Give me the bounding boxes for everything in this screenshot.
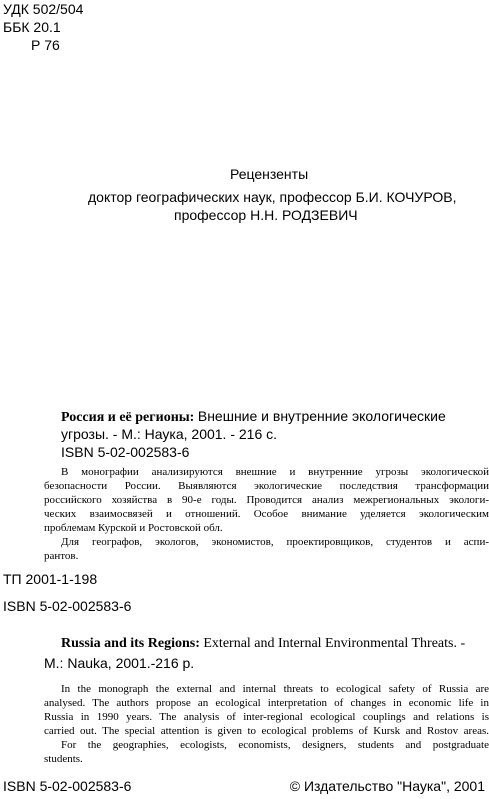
ru-abstract-line-6: Для географов, экологов, экономистов, проектировщиков, студентов и аспи-	[61, 536, 489, 548]
reviewers-title: Рецензенты	[230, 166, 309, 182]
en-title-bold: Russia and its Regions:	[61, 636, 200, 651]
en-abstract-line-4: carried out. The special attention is given to ecological problems of Kursk and Rostov areas.	[44, 725, 489, 737]
en-title-rest: External and Internal Environmental Threats. -	[203, 636, 466, 651]
en-abstract-line-2: analysed. The authors propose an ecological interpretation of changes in economic life in	[44, 697, 489, 709]
en-abstract-line-3: Russia in 1990 years. The analysis of inter-regional ecological couplings and relations is	[44, 711, 489, 723]
ru-imprint: угрозы. - М.: Наука, 2001. - 216 с.	[61, 426, 278, 442]
en-title-line	[61, 636, 465, 652]
ru-title-line	[61, 408, 481, 426]
ru-abstract-line-4: ческих взаимосвязей и отношений. Особое внимание уделяется экологическим	[44, 508, 489, 520]
ru-isbn: ISBN 5-02-002583-6	[61, 444, 190, 460]
reviewer-line-1: доктор географических наук, профессор Б.И. КОЧУРОВ,	[88, 189, 457, 205]
ru-title-bold: Россия и её регионы:	[61, 410, 195, 425]
isbn-code: ISBN 5-02-002583-6	[3, 598, 132, 614]
ru-abstract-line-1: В монографии анализируются внешние и внутренние угрозы экологической	[61, 466, 489, 478]
ru-abstract-line-5: проблемам Курской и Ростовской обл.	[44, 522, 223, 534]
ru-title-rest: Внешние и внутренние экологические	[197, 408, 446, 424]
ru-abstract-line-3: российского хозяйства в 90-е годы. Проводится анализ межрегиональных экологи-	[44, 494, 489, 506]
footer-isbn: ISBN 5-02-002583-6	[3, 778, 132, 794]
tp-code: ТП 2001-1-198	[3, 571, 98, 587]
ru-abstract-line-7: рантов.	[44, 550, 79, 562]
reviewer-line-2: профессор Н.Н. РОДЗЕВИЧ	[174, 207, 358, 223]
en-imprint: M.: Nauka, 2001.-216 p.	[44, 655, 195, 671]
udk-code: УДК 502/504	[3, 1, 84, 17]
bbk-code: ББК 20.1	[3, 19, 61, 35]
author-mark: Р 76	[31, 37, 60, 53]
en-abstract-line-5: For the geographies, ecologists, economists, designers, students and postgraduate	[61, 739, 489, 751]
ru-abstract-line-2: безопасности России. Выявляются экологические последствия трансформации	[44, 480, 489, 492]
en-abstract-line-6: students.	[44, 753, 83, 765]
copyright: © Издательство "Наука", 2001	[289, 778, 485, 794]
en-abstract-line-1: In the monograph the external and internal threats to ecological safety of Russia are	[61, 683, 489, 695]
